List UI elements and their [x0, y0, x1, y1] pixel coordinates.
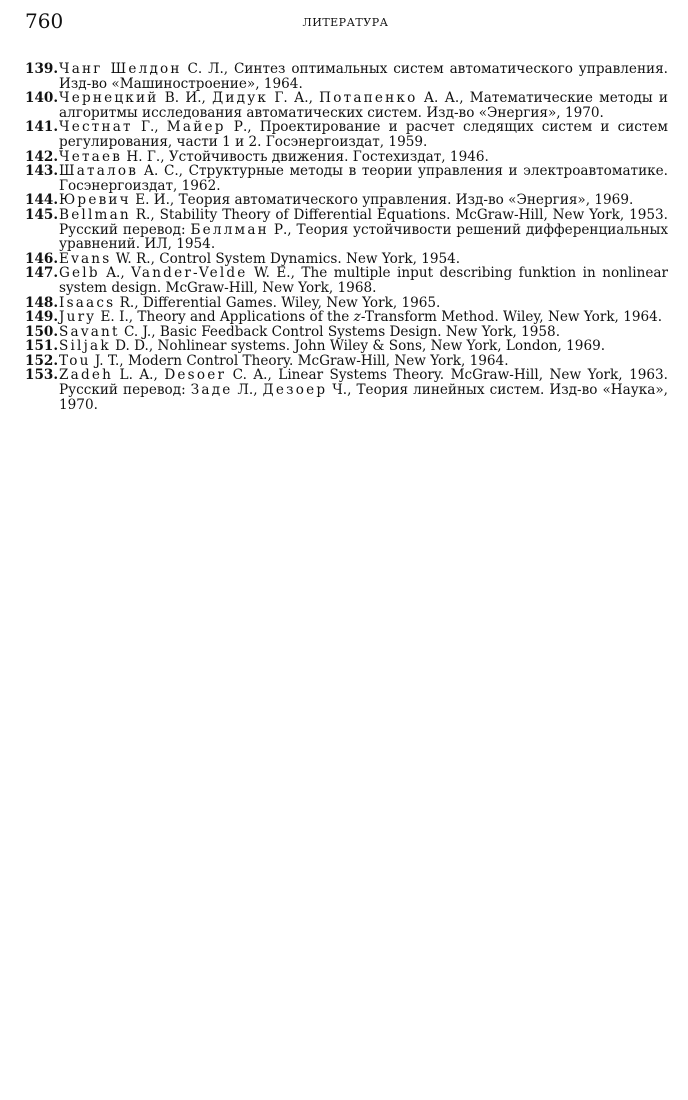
reference-author: Vander-Velde: [131, 265, 248, 282]
reference-number: 142.: [25, 148, 59, 165]
reference-text: Чернецкий В. И., Дидук Г. А., Потапенко А. А., Математические методы и алгоритмы исследования автоматических систем. Изд-во «Энергия», 1970.: [59, 90, 668, 121]
reference-author: Gelb: [59, 265, 100, 282]
reference-number: 144.: [25, 192, 59, 209]
reference-text: Честнат Г., Майер Р., Проектирование и расчет следящих систем и систем регулирования, части 1 и 2. Госэнергоиздат, 1959.: [59, 119, 669, 150]
reference-number: 149.: [25, 309, 59, 326]
reference-text: Siljak D. D., Nohlinear systems. John Wiley & Sons, New York, London, 1969.: [59, 338, 606, 355]
reference-author: Майер: [166, 119, 226, 136]
reference-item: [25, 325, 668, 340]
reference-author: Беллман: [190, 221, 269, 238]
reference-item: [25, 208, 668, 252]
reference-text: Gelb A., Vander-Velde W. E., The multiple input describing funktion in nonlinear system design. McGraw-Hill, New York, 1968.: [59, 265, 668, 296]
reference-text: Юревич Е. И., Теория автоматического управления. Изд-во «Энергия», 1969.: [59, 192, 634, 209]
reference-author: Evans: [59, 250, 112, 267]
reference-text: Tou J. T., Modern Control Theory. McGraw-Hill, New York, 1964.: [59, 352, 509, 369]
reference-author: Tou: [59, 352, 91, 369]
reference-author: Юревич: [59, 192, 131, 209]
reference-item: [25, 252, 668, 267]
reference-author: Bellman: [59, 206, 131, 223]
reference-number: 148.: [25, 294, 59, 311]
reference-author: Desoer: [164, 367, 227, 384]
reference-item: [25, 193, 668, 208]
reference-item: [25, 164, 668, 193]
reference-number: 143.: [25, 163, 59, 180]
reference-item: [25, 150, 668, 165]
reference-item: [25, 354, 668, 369]
reference-item: [25, 62, 668, 91]
reference-author: Zadeh: [59, 367, 114, 384]
reference-text: Чанг Шелдон С. Л., Синтез оптимальных систем автоматического управления. Изд-во «Машиностроение», 1964.: [59, 61, 668, 92]
reference-author: Siljak: [59, 338, 111, 355]
reference-author: Потапенко: [319, 90, 418, 107]
reference-number: 153.: [25, 367, 59, 384]
z-transform-letter: z: [353, 309, 361, 326]
page-header: [25, 10, 666, 34]
reference-item: [25, 310, 668, 325]
running-title: ЛИТЕРАТУРА: [302, 16, 389, 29]
reference-author: Шаталов: [59, 163, 139, 180]
reference-item: [25, 339, 668, 354]
reference-text: Evans W. R., Control System Dynamics. New York, 1954.: [59, 250, 461, 267]
reference-number: 140.: [25, 90, 59, 107]
reference-number: 147.: [25, 265, 59, 282]
reference-author: Заде: [190, 382, 233, 399]
reference-text: Zadeh L. A., Desoer C. A., Linear Systems Theory. McGraw-Hill, New York, 1963. Русский перевод: Заде Л., Дезоер Ч., Теория линейных систем. Изд-во «Наука», 1970.: [59, 367, 668, 413]
reference-author: Isaacs: [59, 294, 116, 311]
reference-number: 150.: [25, 323, 59, 340]
reference-number: 145.: [25, 206, 59, 223]
reference-text: Jury E. I., Theory and Applications of the z-Transform Method. Wiley, New York, 1964.: [59, 309, 663, 326]
reference-author: Savant: [59, 323, 120, 340]
reference-item: [25, 91, 668, 120]
reference-author: Дидук: [212, 90, 269, 107]
reference-text: Isaacs R., Differential Games. Wiley, New York, 1965.: [59, 294, 441, 311]
reference-author: Честнат: [59, 119, 133, 136]
reference-text: Bellman R., Stability Theory of Differential Equations. McGraw-Hill, New York, 1953. Русский перевод: Беллман Р., Теория устойчивости решений дифференциальных уравнений. ИЛ, 1954.: [59, 206, 668, 253]
reference-author: Jury: [59, 309, 97, 326]
reference-number: 141.: [25, 119, 59, 136]
reference-list: [25, 62, 668, 412]
reference-number: 146.: [25, 250, 59, 267]
page-number: 760: [25, 9, 64, 33]
reference-text: Шаталов А. С., Структурные методы в теории управления и электроавтоматике. Госэнергоиздат, 1962.: [59, 163, 668, 194]
reference-number: 151.: [25, 338, 59, 355]
reference-item: [25, 266, 668, 295]
reference-author: Чанг Шелдон: [59, 61, 182, 77]
reference-item: [25, 296, 668, 311]
reference-number: 152.: [25, 352, 59, 369]
reference-text: Четаев Н. Г., Устойчивость движения. Гостехиздат, 1946.: [59, 148, 489, 165]
reference-author: Дезоер: [262, 382, 328, 399]
reference-item: [25, 368, 668, 412]
reference-text: Savant C. J., Basic Feedback Control Systems Design. New York, 1958.: [59, 323, 561, 340]
reference-author: Чернецкий: [59, 90, 159, 107]
reference-item: [25, 120, 668, 149]
reference-number: 139.: [25, 61, 59, 77]
reference-author: Четаев: [59, 148, 123, 165]
